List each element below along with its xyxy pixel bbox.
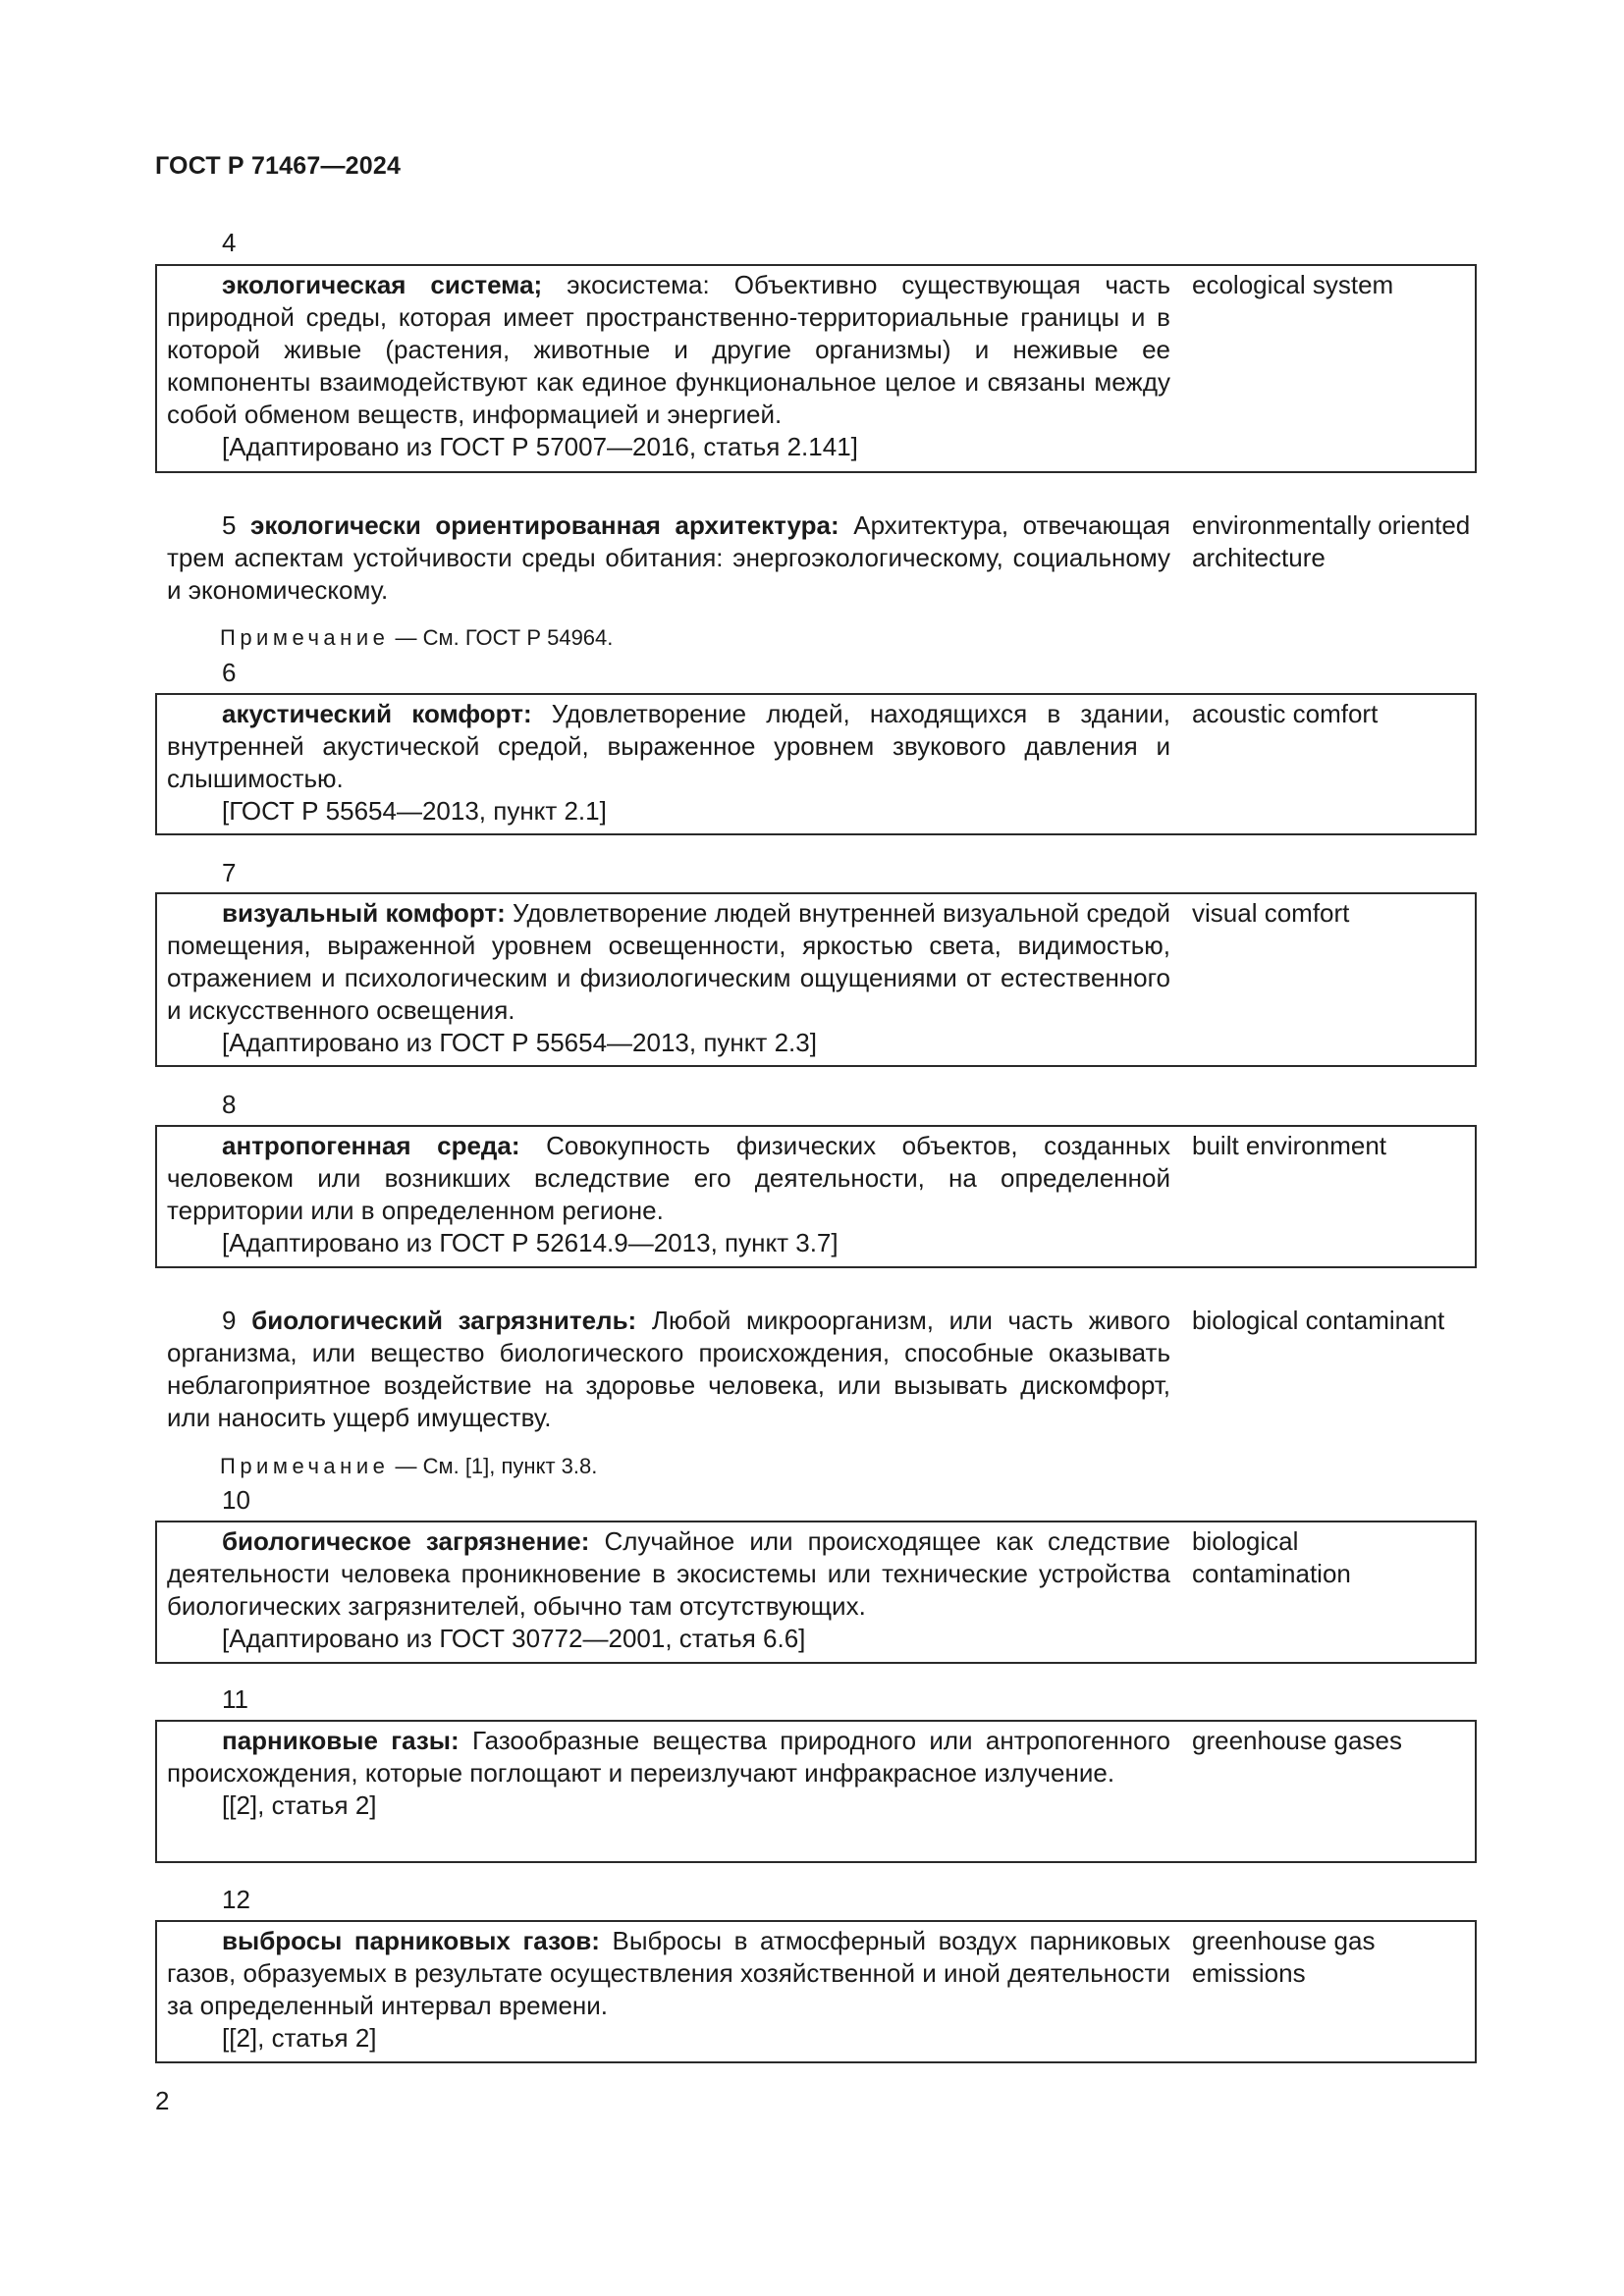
term-source: [Адаптировано из ГОСТ 30772—2001, статья 6.6] bbox=[222, 1624, 806, 1653]
page-number: 2 bbox=[155, 2086, 170, 2115]
note-text: — См. ГОСТ Р 54964. bbox=[395, 625, 614, 650]
term-definition-block bbox=[167, 1305, 1170, 1434]
term-number: 6 bbox=[222, 658, 237, 687]
term-definition-block bbox=[167, 269, 1170, 463]
term-english: built environment bbox=[1192, 1131, 1386, 1160]
term-name: выбросы парниковых газов: bbox=[222, 1926, 600, 1955]
term-english: ecological system bbox=[1192, 270, 1394, 299]
term-name: экологическая система; bbox=[222, 270, 543, 299]
term-note bbox=[220, 625, 613, 651]
note-text: — См. [1], пункт 3.8. bbox=[395, 1454, 598, 1478]
term-definition: Архитектура, отвечающая трем аспектам устойчивости среды обитания: энергоэкологическому, социальному и экономическому. bbox=[167, 510, 1170, 605]
term-definition: Совокупность физических объектов, созданных человеком или возникших вследствие его деятельности, на определенной территории или в определенном регионе. bbox=[167, 1131, 1171, 1225]
term-english: biological contamination bbox=[1192, 1526, 1351, 1588]
term-number: 10 bbox=[222, 1485, 250, 1515]
term-definition: Удовлетворение людей внутренней визуальной средой помещения, выраженной уровнем освещенности, яркостью света, видимостью, отражением и психологическим и физиологическим ощущениями от естественного и искусственного освещения. bbox=[167, 898, 1170, 1025]
term-note bbox=[220, 1454, 597, 1479]
term-definition-block bbox=[167, 698, 1170, 828]
term-definition-block bbox=[167, 1925, 1170, 2055]
term-number: 12 bbox=[222, 1885, 250, 1914]
term-name: акустический комфорт: bbox=[222, 699, 532, 728]
term-name: экологически ориентированная архитектура: bbox=[250, 510, 839, 540]
term-name: биологический загрязнитель: bbox=[251, 1306, 637, 1335]
term-english: greenhouse gas emissions bbox=[1192, 1926, 1376, 1988]
term-name: биологическое загрязнение: bbox=[222, 1526, 590, 1556]
term-definition: Случайное или происходящее как следствие деятельности человека проникновение в экосистемы или технические устройства биологических загрязнителей, обычно там отсутствующих. bbox=[167, 1526, 1170, 1621]
term-definition-block bbox=[167, 1130, 1170, 1259]
note-label: Примечание bbox=[220, 1454, 390, 1478]
term-number: 7 bbox=[222, 858, 237, 887]
document-header: ГОСТ Р 71467—2024 bbox=[155, 152, 402, 180]
term-source: [ГОСТ Р 55654—2013, пункт 2.1] bbox=[222, 796, 607, 826]
term-english: biological contaminant bbox=[1192, 1306, 1445, 1335]
term-number: 4 bbox=[222, 228, 237, 257]
term-english: visual comfort bbox=[1192, 898, 1350, 928]
term-definition-block bbox=[167, 1525, 1170, 1655]
term-number: 8 bbox=[222, 1090, 237, 1119]
term-definition-block bbox=[167, 509, 1170, 607]
term-synonym: экосистема: bbox=[542, 270, 710, 299]
term-source: [[2], статья 2] bbox=[222, 2023, 377, 2053]
note-label: Примечание bbox=[220, 625, 390, 650]
term-name: парниковые газы: bbox=[222, 1726, 460, 1755]
term-definition: Удовлетворение людей, находящихся в здании, внутренней акустической средой, выраженное уровнем звукового давления и слышимостью. bbox=[167, 699, 1170, 793]
term-definition: Выбросы в атмосферный воздух парниковых газов, образуемых в результате осуществления хозяйственной и иной деятельности за определенный интервал времени. bbox=[167, 1926, 1170, 2020]
term-source: [Адаптировано из ГОСТ Р 52614.9—2013, пункт 3.7] bbox=[222, 1228, 839, 1257]
term-number: 5 bbox=[222, 510, 237, 540]
term-definition: Газообразные вещества природного или антропогенного происхождения, которые поглощают и переизлучают инфракрасное излучение. bbox=[167, 1726, 1170, 1788]
term-name: визуальный комфорт: bbox=[222, 898, 506, 928]
term-number: 9 bbox=[222, 1306, 237, 1335]
term-name: антропогенная среда: bbox=[222, 1131, 520, 1160]
term-definition-block bbox=[167, 1725, 1170, 1822]
term-source: [Адаптировано из ГОСТ Р 55654—2013, пункт 2.3] bbox=[222, 1028, 817, 1057]
term-english: acoustic comfort bbox=[1192, 699, 1379, 728]
term-english: greenhouse gases bbox=[1192, 1726, 1402, 1755]
term-source: [Адаптировано из ГОСТ Р 57007—2016, статья 2.141] bbox=[222, 432, 858, 461]
term-definition-block bbox=[167, 897, 1170, 1059]
term-definition: Любой микроорганизм, или часть живого организма, или вещество биологического происхождения, способные оказывать неблагоприятное воздействие на здоровье человека, или вызывать дискомфорт, или наносить ущерб имуществу. bbox=[167, 1306, 1170, 1432]
term-source: [[2], статья 2] bbox=[222, 1790, 377, 1820]
term-number: 11 bbox=[222, 1684, 248, 1714]
term-definition: Объективно существующая часть природной среды, которая имеет пространственно-территориальные границы и в которой живые (растения, животные и другие организмы) и неживые ее компоненты взаимодействуют как единое функциональное целое и связаны между собой обменом веществ, информацией и энергией. bbox=[167, 270, 1170, 429]
term-english: environmentally oriented architecture bbox=[1192, 510, 1471, 572]
